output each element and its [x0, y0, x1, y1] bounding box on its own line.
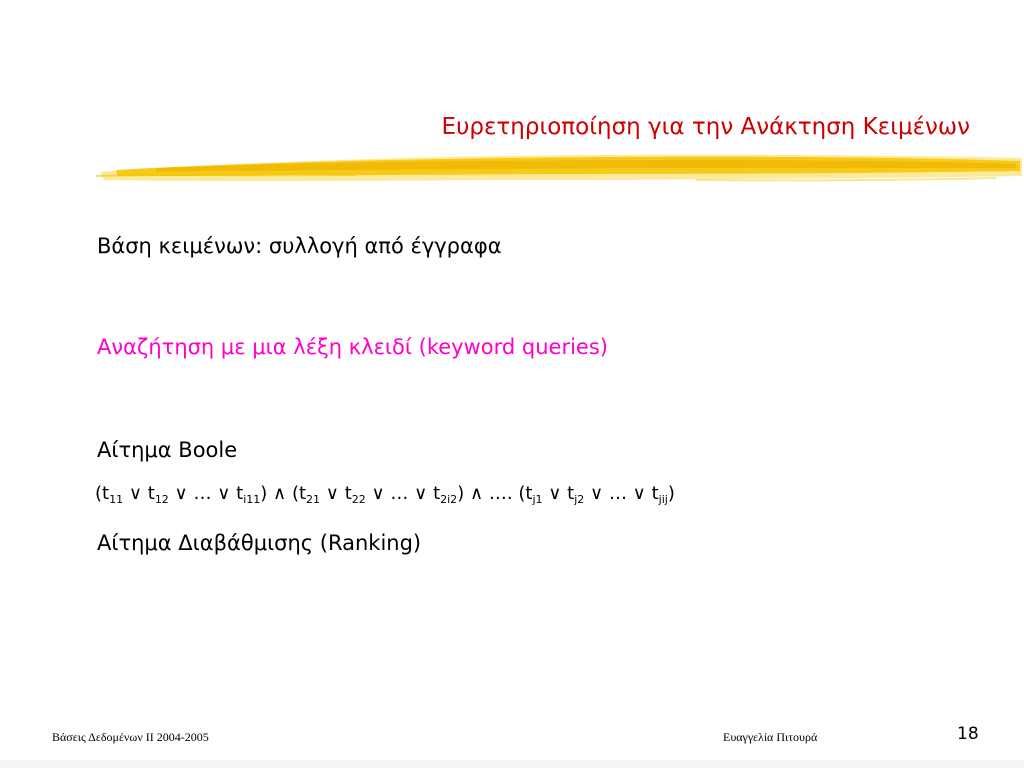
- boolean-formula: [95, 483, 675, 504]
- formula-t: t: [567, 483, 575, 504]
- formula-open: (: [95, 483, 103, 504]
- formula-t: t: [525, 483, 533, 504]
- formula-sub: 12: [154, 493, 169, 506]
- page-number: 18: [957, 724, 979, 744]
- ellipsis: …: [390, 483, 409, 504]
- text-base-line: Βάση κειμένων: συλλογή από έγγραφα: [97, 234, 502, 258]
- formula-t: t: [298, 483, 307, 504]
- formula-t: t: [651, 483, 659, 504]
- keyword-queries-line: Αναζήτηση με μια λέξη κλειδί (keyword queries): [97, 335, 608, 359]
- formula-sub: 22: [351, 493, 366, 506]
- footer-course: Βάσεις Δεδομένων ΙΙ 2004-2005: [52, 730, 209, 744]
- formula-open: (: [291, 483, 299, 504]
- formula-close: ): [457, 483, 465, 504]
- formula-close: ): [667, 483, 675, 504]
- formula-sub: 21: [306, 493, 321, 506]
- dots: ….: [488, 483, 513, 504]
- ranking-query-line: Αίτημα Διαβάθμισης (Ranking): [97, 531, 422, 555]
- ellipsis: …: [608, 483, 627, 504]
- formula-sub: jij: [658, 493, 668, 506]
- or-operator: ∨: [590, 483, 604, 504]
- and-operator: ∧: [469, 483, 484, 504]
- formula-t: t: [433, 483, 441, 504]
- or-operator: ∨: [128, 483, 143, 504]
- formula-open: (: [518, 483, 526, 504]
- formula-t: t: [236, 483, 244, 504]
- title-highlighter-stroke: [96, 146, 1024, 188]
- or-operator: ∨: [217, 483, 231, 504]
- or-operator: ∨: [632, 483, 646, 504]
- slide-title: Ευρετηριοποίηση για την Ανάκτηση Κειμένων: [441, 114, 970, 140]
- formula-sub: j2: [574, 493, 585, 506]
- formula-sub: i11: [243, 493, 261, 506]
- or-operator: ∨: [414, 483, 428, 504]
- formula-close: ): [260, 483, 268, 504]
- or-operator: ∨: [548, 483, 562, 504]
- footer-author: Ευαγγελία Πιτουρά: [723, 730, 818, 744]
- and-operator: ∧: [273, 483, 287, 504]
- ellipsis: …: [193, 483, 212, 504]
- or-operator: ∨: [325, 483, 339, 504]
- formula-sub: 11: [109, 493, 124, 506]
- formula-t: t: [102, 483, 110, 504]
- formula-sub: 2i2: [440, 493, 458, 506]
- bottom-band: [0, 760, 1024, 768]
- boolean-query-line: Αίτημα Boole: [97, 438, 238, 462]
- or-operator: ∨: [371, 483, 385, 504]
- or-operator: ∨: [174, 483, 188, 504]
- formula-t: t: [147, 483, 155, 504]
- formula-sub: j1: [532, 493, 543, 506]
- formula-t: t: [344, 483, 352, 504]
